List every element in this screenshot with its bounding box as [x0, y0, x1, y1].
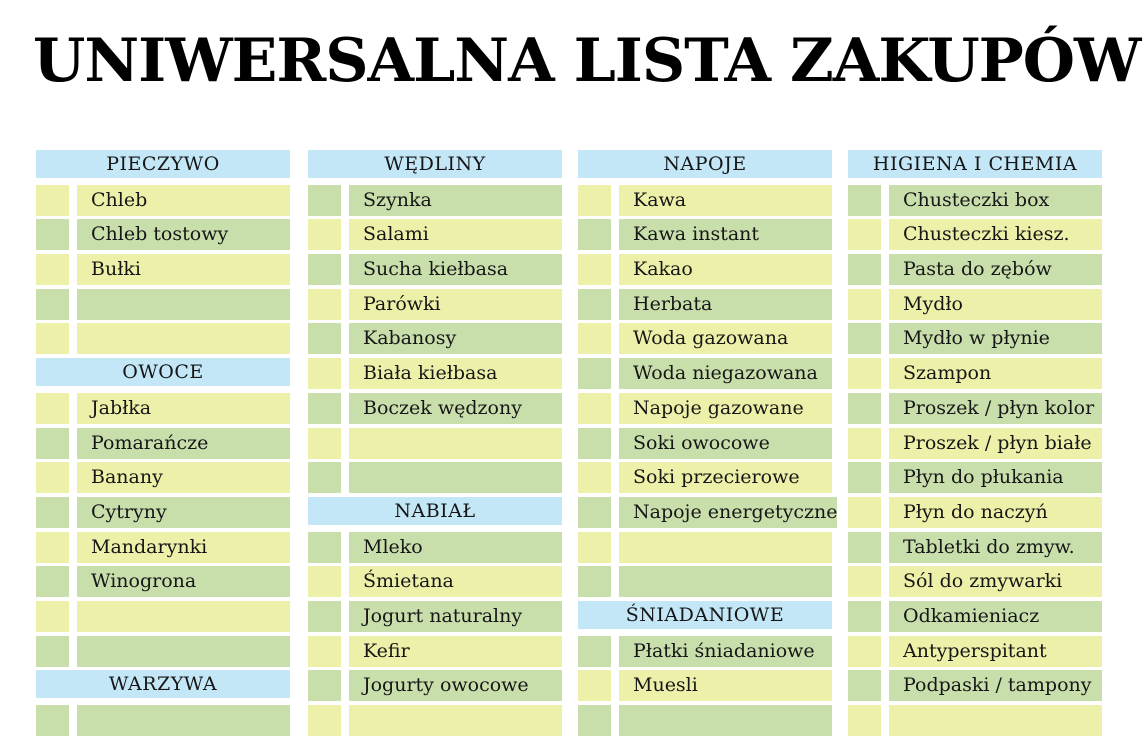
item-label: Szampon	[903, 362, 992, 385]
item-checkbox[interactable]	[848, 497, 881, 528]
item-checkbox[interactable]	[308, 636, 341, 667]
item-label: Chleb	[91, 188, 148, 211]
category-column	[578, 150, 838, 740]
item-cell	[77, 185, 290, 216]
item-checkbox[interactable]	[578, 462, 611, 493]
item-label: Woda gazowana	[633, 327, 789, 350]
item-row	[848, 636, 1102, 671]
item-label: Mydło	[903, 292, 963, 315]
item-cell	[889, 289, 1102, 320]
category-header: NABIAŁ	[308, 497, 562, 525]
item-label: Muesli	[633, 674, 698, 697]
category-column	[308, 150, 562, 740]
item-cell	[77, 219, 290, 250]
item-checkbox[interactable]	[36, 289, 69, 320]
item-checkbox[interactable]	[848, 289, 881, 320]
item-cell	[77, 393, 290, 424]
item-cell	[349, 323, 562, 354]
item-label: Proszek / płyn kolor	[903, 396, 1095, 419]
item-checkbox[interactable]	[848, 323, 881, 354]
item-checkbox[interactable]	[308, 532, 341, 563]
item-row	[848, 428, 1102, 463]
item-row	[36, 601, 290, 636]
item-row	[848, 219, 1102, 254]
item-row	[578, 705, 832, 740]
item-row	[36, 497, 290, 532]
item-label: Odkamieniacz	[903, 604, 1040, 627]
item-checkbox[interactable]	[578, 670, 611, 701]
item-label: Kawa	[633, 188, 687, 211]
item-row	[308, 185, 562, 220]
item-row	[848, 566, 1102, 601]
item-row	[36, 428, 290, 463]
item-label: Tabletki do zmyw.	[903, 535, 1075, 558]
item-label: Sól do zmywarki	[903, 570, 1063, 593]
item-cell	[619, 462, 832, 493]
item-label: Jogurty owocowe	[363, 674, 529, 697]
item-checkbox[interactable]	[308, 601, 341, 632]
item-cell	[619, 428, 832, 459]
item-checkbox[interactable]	[848, 566, 881, 597]
item-label: Bułki	[91, 258, 141, 281]
item-cell	[349, 289, 562, 320]
item-row	[36, 254, 290, 289]
item-cell	[889, 566, 1102, 597]
item-row	[848, 670, 1102, 705]
item-label: Banany	[91, 466, 163, 489]
item-checkbox[interactable]	[308, 358, 341, 389]
item-cell	[77, 428, 290, 459]
item-row	[308, 532, 562, 567]
item-row	[308, 566, 562, 601]
item-cell	[77, 532, 290, 563]
item-label: Antyperspitant	[903, 639, 1047, 662]
empty-item-cell	[349, 428, 562, 459]
header-slot	[578, 150, 832, 185]
item-cell	[349, 601, 562, 632]
item-checkbox[interactable]	[36, 254, 69, 285]
category-header: WARZYWA	[36, 670, 290, 698]
item-cell	[889, 358, 1102, 389]
item-row	[578, 566, 832, 601]
item-row	[36, 566, 290, 601]
item-cell	[889, 497, 1102, 528]
category-header: ŚNIADANIOWE	[578, 601, 832, 629]
item-cell	[77, 254, 290, 285]
item-checkbox[interactable]	[36, 566, 69, 597]
item-checkbox[interactable]	[308, 323, 341, 354]
item-checkbox[interactable]	[36, 601, 69, 632]
item-row	[848, 393, 1102, 428]
item-row	[308, 393, 562, 428]
item-checkbox[interactable]	[578, 636, 611, 667]
item-cell	[77, 497, 290, 528]
item-row	[308, 670, 562, 705]
item-label: Śmietana	[363, 570, 454, 593]
category-header: NAPOJE	[578, 150, 832, 178]
item-cell	[619, 254, 832, 285]
header-slot	[36, 150, 290, 185]
item-cell	[619, 636, 832, 667]
item-label: Jogurt naturalny	[363, 604, 523, 627]
item-label: Mydło w płynie	[903, 327, 1050, 350]
item-cell	[619, 289, 832, 320]
item-checkbox[interactable]	[36, 636, 69, 667]
item-cell	[889, 670, 1102, 701]
item-label: Napoje gazowane	[633, 396, 804, 419]
item-label: Parówki	[363, 292, 441, 315]
item-cell	[889, 532, 1102, 563]
item-cell	[349, 358, 562, 389]
item-checkbox[interactable]	[578, 323, 611, 354]
item-checkbox[interactable]	[848, 185, 881, 216]
item-checkbox[interactable]	[308, 219, 341, 250]
empty-item-cell	[77, 636, 290, 667]
item-checkbox[interactable]	[308, 289, 341, 320]
empty-item-cell	[619, 705, 832, 736]
item-label: Soki przecierowe	[633, 466, 800, 489]
item-checkbox[interactable]	[36, 393, 69, 424]
category-column	[848, 150, 1102, 740]
item-label: Herbata	[633, 292, 713, 315]
item-checkbox[interactable]	[578, 705, 611, 736]
item-label: Biała kiełbasa	[363, 362, 498, 385]
item-label: Chusteczki box	[903, 188, 1050, 211]
item-row	[308, 358, 562, 393]
item-row	[848, 358, 1102, 393]
item-label: Płyn do naczyń	[903, 500, 1048, 523]
item-cell	[619, 497, 837, 528]
item-row	[578, 497, 838, 532]
item-checkbox[interactable]	[36, 462, 69, 493]
item-label: Płyn do płukania	[903, 466, 1064, 489]
item-cell	[619, 323, 832, 354]
item-row	[578, 532, 832, 567]
item-cell	[349, 393, 562, 424]
item-label: Kefir	[363, 639, 410, 662]
item-row	[36, 532, 290, 567]
item-row	[578, 254, 832, 289]
item-cell	[889, 323, 1102, 354]
category-header: WĘDLINY	[308, 150, 562, 178]
item-checkbox[interactable]	[848, 636, 881, 667]
item-row	[308, 323, 562, 358]
item-row	[36, 705, 290, 740]
empty-item-cell	[77, 323, 290, 354]
item-label: Woda niegazowana	[633, 362, 818, 385]
item-cell	[619, 393, 832, 424]
item-checkbox[interactable]	[36, 532, 69, 563]
item-cell	[889, 185, 1102, 216]
item-checkbox[interactable]	[36, 323, 69, 354]
item-cell	[889, 636, 1102, 667]
item-checkbox[interactable]	[308, 566, 341, 597]
item-checkbox[interactable]	[578, 566, 611, 597]
item-row	[308, 636, 562, 671]
empty-item-cell	[349, 462, 562, 493]
item-row	[36, 636, 290, 671]
item-checkbox[interactable]	[578, 532, 611, 563]
empty-item-cell	[889, 705, 1102, 736]
item-checkbox[interactable]	[36, 219, 69, 250]
page-title: UNIWERSALNA LISTA ZAKUPÓW	[33, 26, 1141, 96]
item-label: Mleko	[363, 535, 423, 558]
item-checkbox[interactable]	[578, 254, 611, 285]
item-checkbox[interactable]	[578, 393, 611, 424]
header-slot	[36, 358, 290, 393]
item-row	[308, 428, 562, 463]
item-row	[578, 219, 832, 254]
empty-item-cell	[619, 566, 832, 597]
item-row	[578, 358, 832, 393]
item-label: Kabanosy	[363, 327, 457, 350]
item-row	[36, 323, 290, 358]
item-checkbox[interactable]	[36, 185, 69, 216]
item-cell	[889, 254, 1102, 285]
item-label: Boczek wędzony	[363, 396, 522, 419]
item-checkbox[interactable]	[308, 428, 341, 459]
item-label: Podpaski / tampony	[903, 674, 1092, 697]
item-row	[578, 323, 832, 358]
item-checkbox[interactable]	[308, 705, 341, 736]
item-row	[848, 289, 1102, 324]
item-cell	[349, 219, 562, 250]
item-label: Soki owocowe	[633, 431, 770, 454]
category-header: HIGIENA I CHEMIA	[848, 150, 1102, 178]
item-row	[308, 462, 562, 497]
item-label: Chusteczki kiesz.	[903, 223, 1070, 246]
item-cell	[889, 428, 1102, 459]
item-cell	[619, 670, 832, 701]
item-checkbox[interactable]	[36, 428, 69, 459]
item-checkbox[interactable]	[848, 254, 881, 285]
item-label: Proszek / płyn białe	[903, 431, 1092, 454]
item-row	[848, 601, 1102, 636]
empty-item-cell	[77, 601, 290, 632]
item-cell	[349, 566, 562, 597]
header-slot	[308, 150, 562, 185]
empty-item-cell	[619, 532, 832, 563]
item-label: Kakao	[633, 258, 693, 281]
item-checkbox[interactable]	[308, 185, 341, 216]
item-row	[578, 393, 832, 428]
category-column	[36, 150, 290, 740]
item-row	[36, 185, 290, 220]
item-cell	[889, 219, 1102, 250]
item-cell	[77, 566, 290, 597]
empty-item-cell	[349, 705, 562, 736]
item-row	[848, 254, 1102, 289]
item-row	[578, 185, 832, 220]
item-row	[578, 289, 832, 324]
item-label: Cytryny	[91, 500, 167, 523]
item-cell	[619, 185, 832, 216]
header-slot	[578, 601, 832, 636]
item-row	[36, 219, 290, 254]
item-checkbox[interactable]	[308, 393, 341, 424]
empty-item-cell	[77, 705, 290, 736]
item-checkbox[interactable]	[36, 705, 69, 736]
item-checkbox[interactable]	[308, 254, 341, 285]
item-row	[36, 289, 290, 324]
item-label: Salami	[363, 223, 429, 246]
item-label: Winogrona	[91, 570, 197, 593]
item-label: Szynka	[363, 188, 432, 211]
item-cell	[889, 393, 1102, 424]
header-slot	[36, 670, 290, 705]
item-row	[308, 601, 562, 636]
item-row	[36, 462, 290, 497]
item-checkbox[interactable]	[578, 497, 611, 528]
header-slot	[848, 150, 1102, 185]
item-checkbox[interactable]	[848, 462, 881, 493]
item-cell	[889, 462, 1102, 493]
item-label: Kawa instant	[633, 223, 760, 246]
item-checkbox[interactable]	[848, 393, 881, 424]
category-header: OWOCE	[36, 358, 290, 386]
item-checkbox[interactable]	[848, 358, 881, 389]
item-label: Płatki śniadaniowe	[633, 639, 815, 662]
category-header: PIECZYWO	[36, 150, 290, 178]
item-label: Sucha kiełbasa	[363, 258, 509, 281]
item-row	[578, 636, 832, 671]
empty-item-cell	[77, 289, 290, 320]
item-label: Pomarańcze	[91, 431, 209, 454]
item-cell	[349, 254, 562, 285]
item-checkbox[interactable]	[848, 705, 881, 736]
item-label: Napoje energetyczne	[633, 500, 838, 523]
item-row	[848, 462, 1102, 497]
item-checkbox[interactable]	[578, 358, 611, 389]
item-checkbox[interactable]	[308, 670, 341, 701]
item-row	[578, 670, 832, 705]
item-cell	[619, 219, 832, 250]
item-cell	[349, 185, 562, 216]
item-cell	[889, 601, 1102, 632]
item-label: Chleb tostowy	[91, 223, 229, 246]
item-row	[848, 323, 1102, 358]
item-row	[36, 393, 290, 428]
item-checkbox[interactable]	[308, 462, 341, 493]
item-checkbox[interactable]	[848, 428, 881, 459]
item-label: Jabłka	[91, 396, 152, 419]
item-cell	[349, 532, 562, 563]
item-row	[848, 532, 1102, 567]
header-slot	[308, 497, 562, 532]
item-cell	[77, 462, 290, 493]
item-row	[308, 219, 562, 254]
item-row	[848, 185, 1102, 220]
item-checkbox[interactable]	[578, 428, 611, 459]
item-checkbox[interactable]	[578, 289, 611, 320]
item-label: Pasta do zębów	[903, 258, 1052, 281]
item-cell	[349, 670, 562, 701]
item-row	[308, 254, 562, 289]
item-checkbox[interactable]	[848, 532, 881, 563]
item-checkbox[interactable]	[848, 219, 881, 250]
item-row	[308, 705, 562, 740]
item-checkbox[interactable]	[848, 670, 881, 701]
item-cell	[349, 636, 562, 667]
item-row	[848, 705, 1102, 740]
item-checkbox[interactable]	[36, 497, 69, 528]
item-cell	[619, 358, 832, 389]
item-row	[848, 497, 1102, 532]
item-row	[308, 289, 562, 324]
item-checkbox[interactable]	[578, 185, 611, 216]
item-label: Mandarynki	[91, 535, 208, 558]
item-row	[578, 428, 832, 463]
item-checkbox[interactable]	[578, 219, 611, 250]
item-checkbox[interactable]	[848, 601, 881, 632]
item-row	[578, 462, 832, 497]
